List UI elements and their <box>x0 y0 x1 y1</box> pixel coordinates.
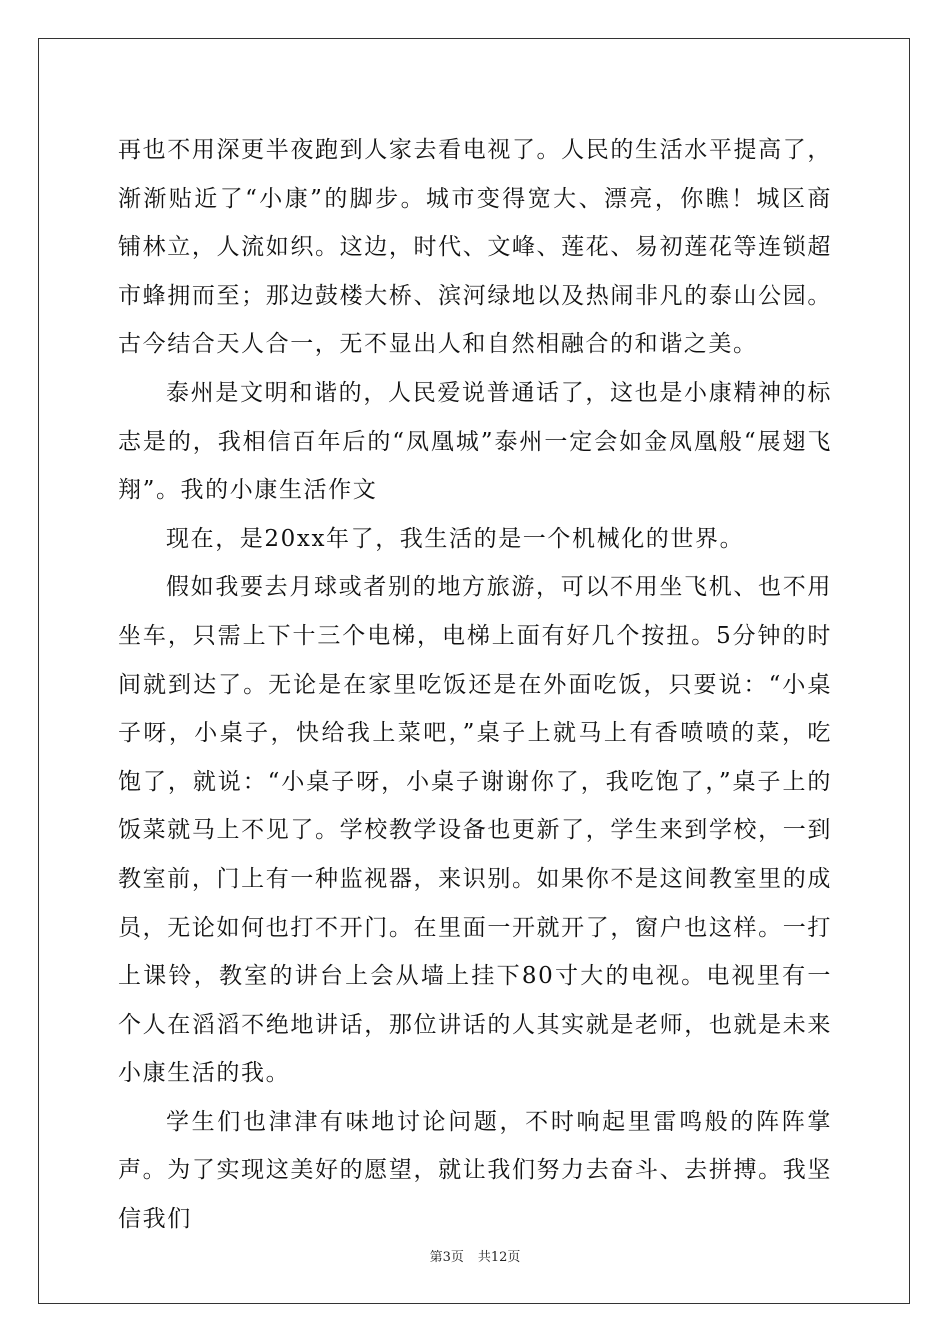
paragraph: 泰州是文明和谐的，人民爱说普通话了，这也是小康精神的标志是的，我相信百年后的“凤凰城”泰州一定会如金凤凰般“展翅飞翔”。我的小康生活作文 <box>118 379 832 504</box>
paragraph: 假如我要去月球或者别的地方旅游，可以不用坐飞机、也不用坐车，只需上下十三个电梯，电梯上面有好几个按扭。5分钟的时间就到达了。无论是在家里吃饭还是在外面吃饭，只要说：“小桌子呀，小桌子，快给我上菜吧，”桌子上就马上有香喷喷的菜，吃饱了，就说：“小桌子呀，小桌子谢谢你了，我吃饱了，”桌子上的饭菜就马上不见了。学校教学设备也更新了，学生来到学校，一到教室前，门上有一种监视器，来识别。如果你不是这间教室里的成员，无论如何也打不开门。在里面一开就开了，窗户也这样。一打上课铃，教室的讲台上会从墙上挂下80寸大的电视。电视里有一个人在滔滔不绝地讲话，那位讲话的人其实就是老师，也就是未来小康生活的我。 <box>118 574 832 1087</box>
page-footer <box>0 1246 950 1265</box>
document-body <box>118 126 832 1244</box>
page-number-total: 共12页 <box>477 1250 521 1265</box>
page-number-current: 第3页 <box>429 1250 464 1265</box>
paragraph: 学生们也津津有味地讨论问题，不时响起里雷鸣般的阵阵掌声。为了实现这美好的愿望，就让我们努力去奋斗、去拼搏。我坚信我们 <box>118 1108 832 1233</box>
paragraph: 现在，是20xx年了，我生活的是一个机械化的世界。 <box>166 525 745 552</box>
paragraph: 再也不用深更半夜跑到人家去看电视了。人民的生活水平提高了，渐渐贴近了“小康”的脚步。城市变得宽大、漂亮，你瞧！城区商铺林立，人流如织。这边，时代、文峰、莲花、易初莲花等连锁超市蜂拥而至；那边鼓楼大桥、滨河绿地以及热闹非凡的泰山公园。古今结合天人合一，无不显出人和自然相融合的和谐之美。 <box>118 137 832 358</box>
